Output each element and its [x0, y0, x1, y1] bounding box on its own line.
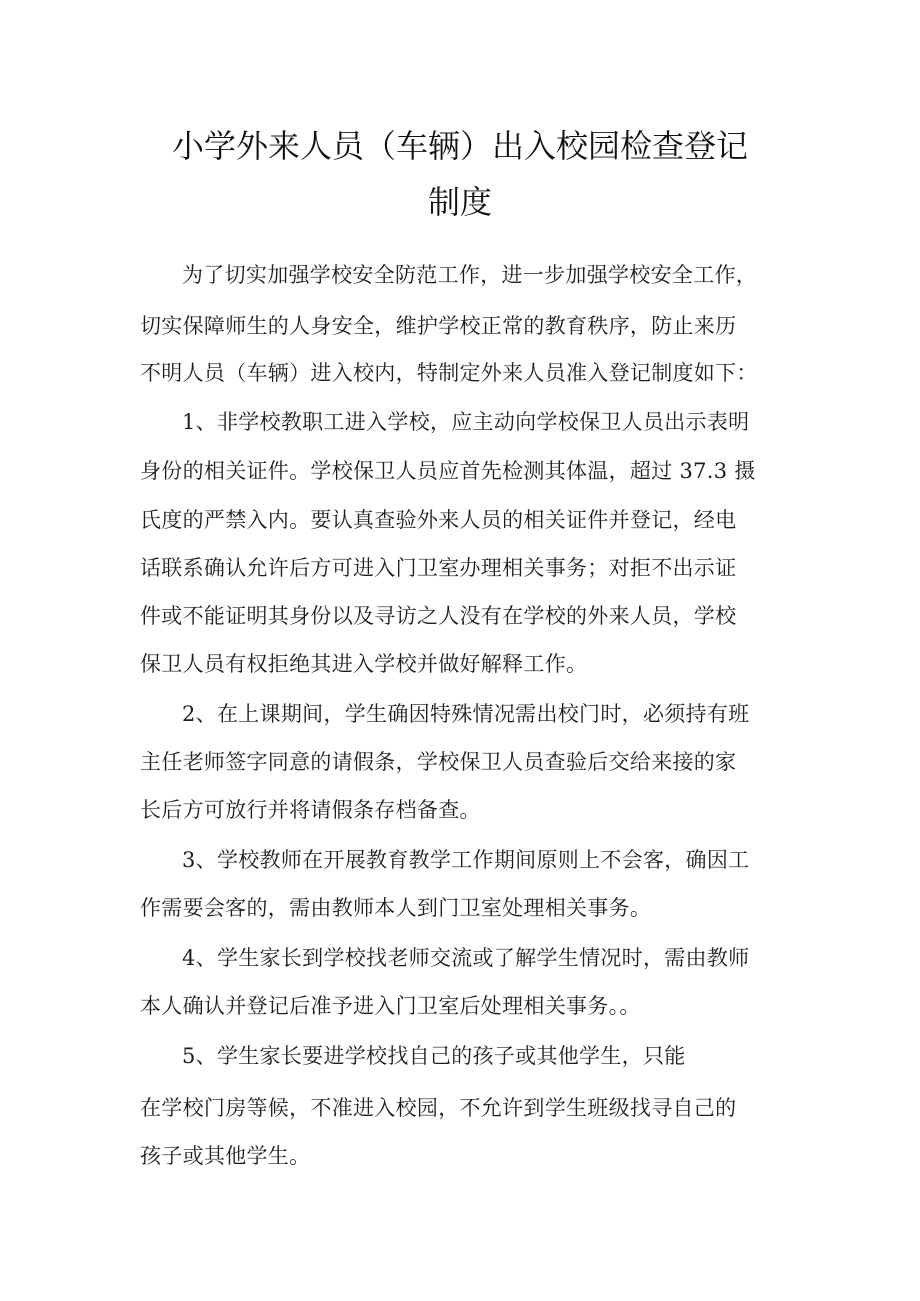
item3-line-1: 3、学校教师在开展教育教学工作期间原则上不会客，确因工 [182, 848, 750, 872]
item5-line-2: 在学校门房等候，不准进入校园，不允许到学生班级找寻自己的 [140, 1096, 737, 1120]
document-title-line-1: 小学外来人员（车辆）出入校园检查登记 [171, 127, 748, 165]
item1-line-5: 件或不能证明其身份以及寻访之人没有在学校的外来人员，学校 [140, 604, 737, 628]
item1-line-6: 保卫人员有权拒绝其进入学校并做好解释工作。 [140, 652, 588, 676]
item2-line-1: 2、在上课期间，学生确因特殊情况需出校门时，必须持有班 [182, 702, 750, 726]
intro-line-2: 切实保障师生的人身安全，维护学校正常的教育秩序，防止来历 [140, 314, 737, 338]
intro-line-3: 不明人员（车辆）进入校内，特制定外来人员准入登记制度如下： [140, 361, 758, 385]
item3-line-2: 作需要会客的，需由教师本人到门卫室处理相关事务。 [140, 896, 652, 920]
item1-line-3: 氏度的严禁入内。要认真查验外来人员的相关证件并登记，经电 [140, 508, 737, 532]
item5-line-3: 孩子或其他学生。 [140, 1144, 311, 1168]
item2-line-2: 主任老师签字同意的请假条，学校保卫人员查验后交给来接的家 [140, 750, 737, 774]
document-title-line-2: 制度 [427, 183, 492, 221]
item4-line-1: 4、学生家长到学校找老师交流或了解学生情况时，需由教师 [182, 946, 750, 970]
item5-line-1: 5、学生家长要进学校找自己的孩子或其他学生，只能 [182, 1044, 686, 1068]
item1-line-2: 身份的相关证件。学校保卫人员应首先检测其体温，超过 37.3 摄 [140, 459, 756, 483]
item1-line-4: 话联系确认允许后方可进入门卫室办理相关事务；对拒不出示证 [140, 556, 737, 580]
intro-line-1: 为了切实加强学校安全防范工作，进一步加强学校安全工作， [182, 263, 758, 287]
item4-line-2: 本人确认并登记后准予进入门卫室后处理相关事务。。 [140, 994, 641, 1018]
item2-line-3: 长后方可放行并将请假条存档备查。 [140, 798, 481, 822]
item1-line-1: 1、非学校教职工进入学校，应主动向学校保卫人员出示表明 [182, 410, 750, 434]
